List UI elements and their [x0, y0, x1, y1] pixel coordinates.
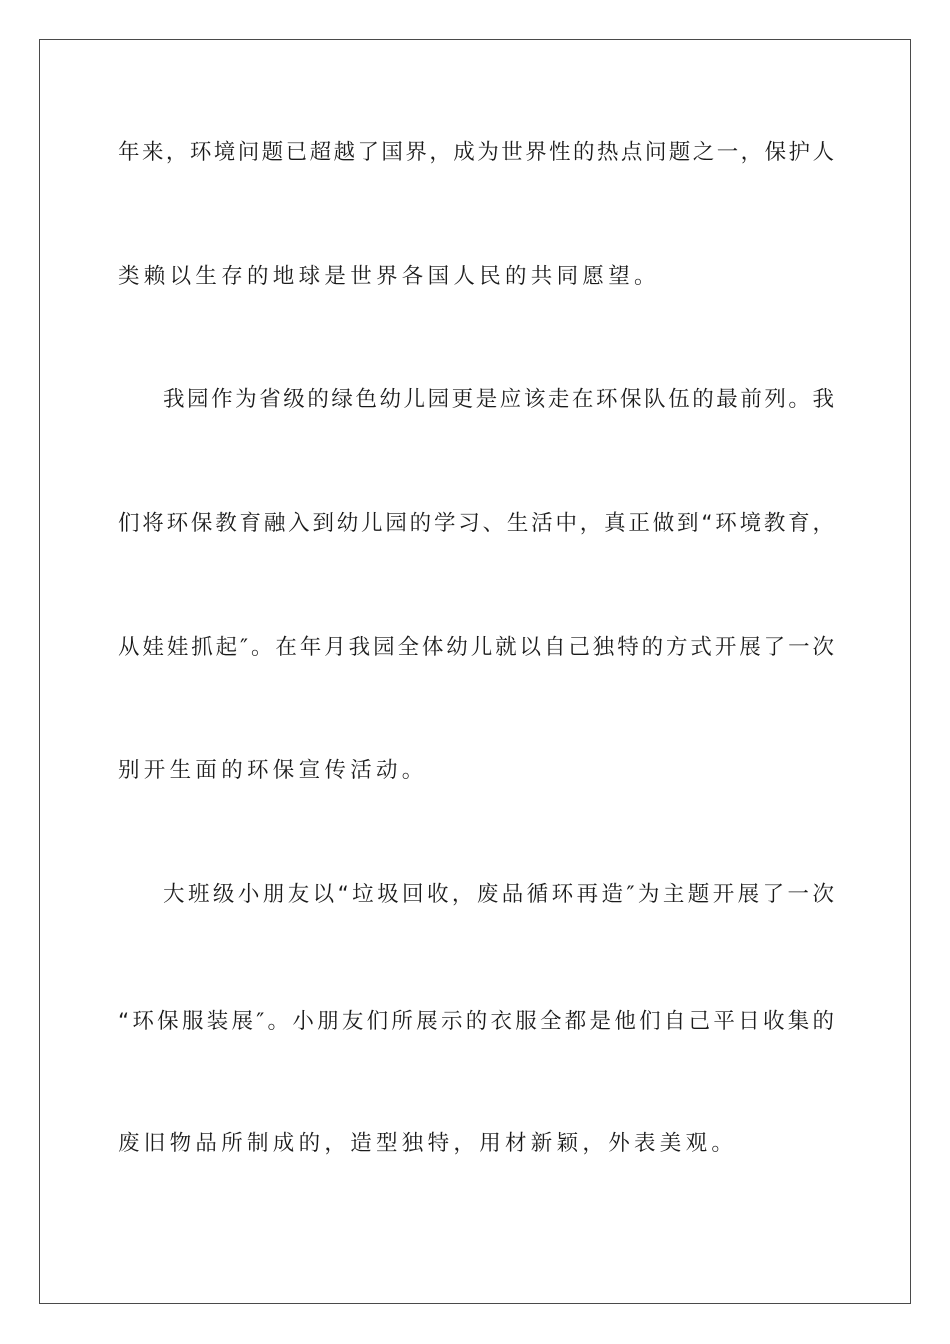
paragraph-line: 从娃娃抓起″。在年月我园全体幼儿就以自己独特的方式开展了一次 — [118, 635, 834, 660]
page-border — [39, 39, 911, 1304]
paragraph-line: 别开生面的环保宣传活动。 — [118, 758, 428, 783]
paragraph-line: “环保服装展″。小朋友们所展示的衣服全都是他们自己平日收集的 — [118, 1009, 834, 1034]
paragraph-line: 类赖以生存的地球是世界各国人民的共同愿望。 — [118, 264, 660, 289]
paragraph-line: 们将环保教育融入到幼儿园的学习、生活中，真正做到“环境教育， — [118, 511, 834, 536]
paragraph-line: 大班级小朋友以“垃圾回收，废品循环再造″为主题开展了一次 — [163, 882, 834, 907]
paragraph-line: 年来，环境问题已超越了国界，成为世界性的热点问题之一，保护人 — [118, 140, 834, 165]
paragraph-line: 废旧物品所制成的，造型独特，用材新颖，外表美观。 — [118, 1131, 738, 1156]
paragraph-line: 我园作为省级的绿色幼儿园更是应该走在环保队伍的最前列。我 — [163, 387, 834, 412]
